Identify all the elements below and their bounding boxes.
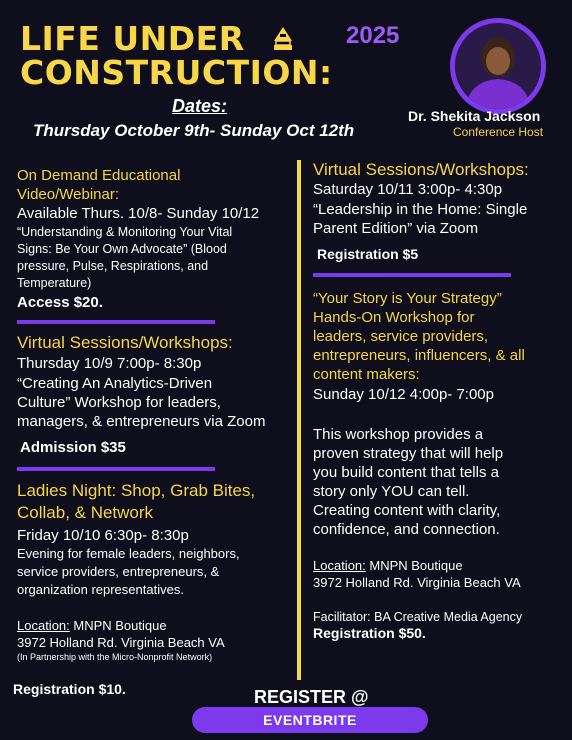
section-heading: Collab, & Network xyxy=(17,503,154,522)
description-line: story only YOU can tell. xyxy=(313,483,470,500)
description-line: Evening for female leaders, neighbors, xyxy=(17,546,240,561)
host-name: Dr. Shekita Jackson xyxy=(408,108,541,124)
section-heading: “Your Story is Your Strategy” xyxy=(313,290,502,307)
construction-cone-icon xyxy=(272,26,294,52)
location-name: MNPN Boutique xyxy=(365,558,463,573)
section-analytics xyxy=(17,333,265,457)
location-line xyxy=(313,557,525,574)
dates-label: Dates: xyxy=(172,96,228,116)
section-heading: Virtual Sessions/Workshops: xyxy=(313,160,529,179)
description-line: service providers, entrepreneurs, & xyxy=(17,564,220,579)
section-divider xyxy=(17,467,215,471)
description-line: Creating content with clarity, xyxy=(313,502,501,519)
host-role: Conference Host xyxy=(453,125,544,139)
partnership-note: (In Partnership with the Micro-Nonprofit Network) xyxy=(17,652,213,662)
description-line: you build content that tells a xyxy=(313,464,499,481)
location-label: Location: xyxy=(17,618,70,633)
availability-text: Available Thurs. 10/8- Sunday 10/12 xyxy=(17,205,260,222)
location-label: Location: xyxy=(313,558,366,573)
price-text: Registration $50. xyxy=(313,625,426,641)
description-line: proven strategy that will help xyxy=(313,445,504,462)
eventbrite-button[interactable]: EVENTBRITE xyxy=(192,707,428,733)
description-line: confidence, and connection. xyxy=(313,521,500,538)
price-text: Registration $5 xyxy=(317,246,419,262)
session-time: Thursday 10/9 7:00p- 8:30p xyxy=(17,355,202,372)
description-line: pressure, Pulse, Respirations, and xyxy=(17,259,209,273)
host-avatar-icon xyxy=(455,23,541,109)
location-line xyxy=(17,617,255,634)
section-heading: Video/Webinar: xyxy=(17,186,120,203)
register-heading: REGISTER @ xyxy=(254,687,369,707)
description-line: “Leadership in the Home: Single xyxy=(313,201,528,218)
section-heading: Virtual Sessions/Workshops: xyxy=(17,333,233,352)
facilitator-text: Facilitator: BA Creative Media Agency xyxy=(313,610,523,624)
location-address: 3972 Holland Rd. Virginia Beach VA xyxy=(313,575,521,590)
description-line: “Creating An Analytics-Driven xyxy=(17,375,213,392)
title-line-2: CONSTRUCTION: xyxy=(20,53,333,92)
description-line: Temperature) xyxy=(17,276,92,290)
session-time: Sunday 10/12 4:00p- 7:00p xyxy=(313,386,494,403)
section-your-story xyxy=(313,289,525,641)
event-dates: Thursday October 9th- Sunday Oct 12th xyxy=(33,121,355,140)
column-divider xyxy=(297,160,301,680)
description-line: “Understanding & Monitoring Your Vital xyxy=(17,225,233,239)
location-name: MNPN Boutique xyxy=(69,618,167,633)
description-line: Parent Edition” via Zoom xyxy=(313,220,479,237)
section-heading: content makers: xyxy=(313,366,420,383)
section-leadership-home xyxy=(313,160,529,264)
description-line: organization representatives. xyxy=(17,582,184,597)
section-divider xyxy=(17,320,215,324)
title-line-1: LIFE UNDER xyxy=(20,19,245,58)
section-divider xyxy=(313,273,511,277)
price-text: Access $20. xyxy=(17,294,103,311)
description-line: Culture” Workshop for leaders, xyxy=(17,394,221,411)
price-text: Admission $35 xyxy=(20,439,126,456)
section-heading: Hands-On Workshop for xyxy=(313,309,475,326)
description-line: This workshop provides a xyxy=(313,426,484,443)
section-heading: entrepreneurs, influencers, & all xyxy=(313,347,525,364)
session-time: Saturday 10/11 3:00p- 4:30p xyxy=(313,181,503,198)
description-line: Signs: Be Your Own Advocate” (Blood xyxy=(17,242,227,256)
host-photo xyxy=(450,18,546,114)
location-address: 3972 Holland Rd. Virginia Beach VA xyxy=(17,635,225,650)
section-heading: Ladies Night: Shop, Grab Bites, xyxy=(17,481,256,500)
session-time: Friday 10/10 6:30p- 8:30p xyxy=(17,527,189,544)
description-line: managers, & entrepreneurs via Zoom xyxy=(17,413,266,430)
section-on-demand xyxy=(17,166,259,312)
section-heading: On Demand Educational xyxy=(17,167,181,184)
price-text: Registration $10. xyxy=(13,681,126,697)
event-year: 2025 xyxy=(346,22,400,49)
section-ladies-night xyxy=(17,480,255,663)
section-heading: leaders, service providers, xyxy=(313,328,489,345)
